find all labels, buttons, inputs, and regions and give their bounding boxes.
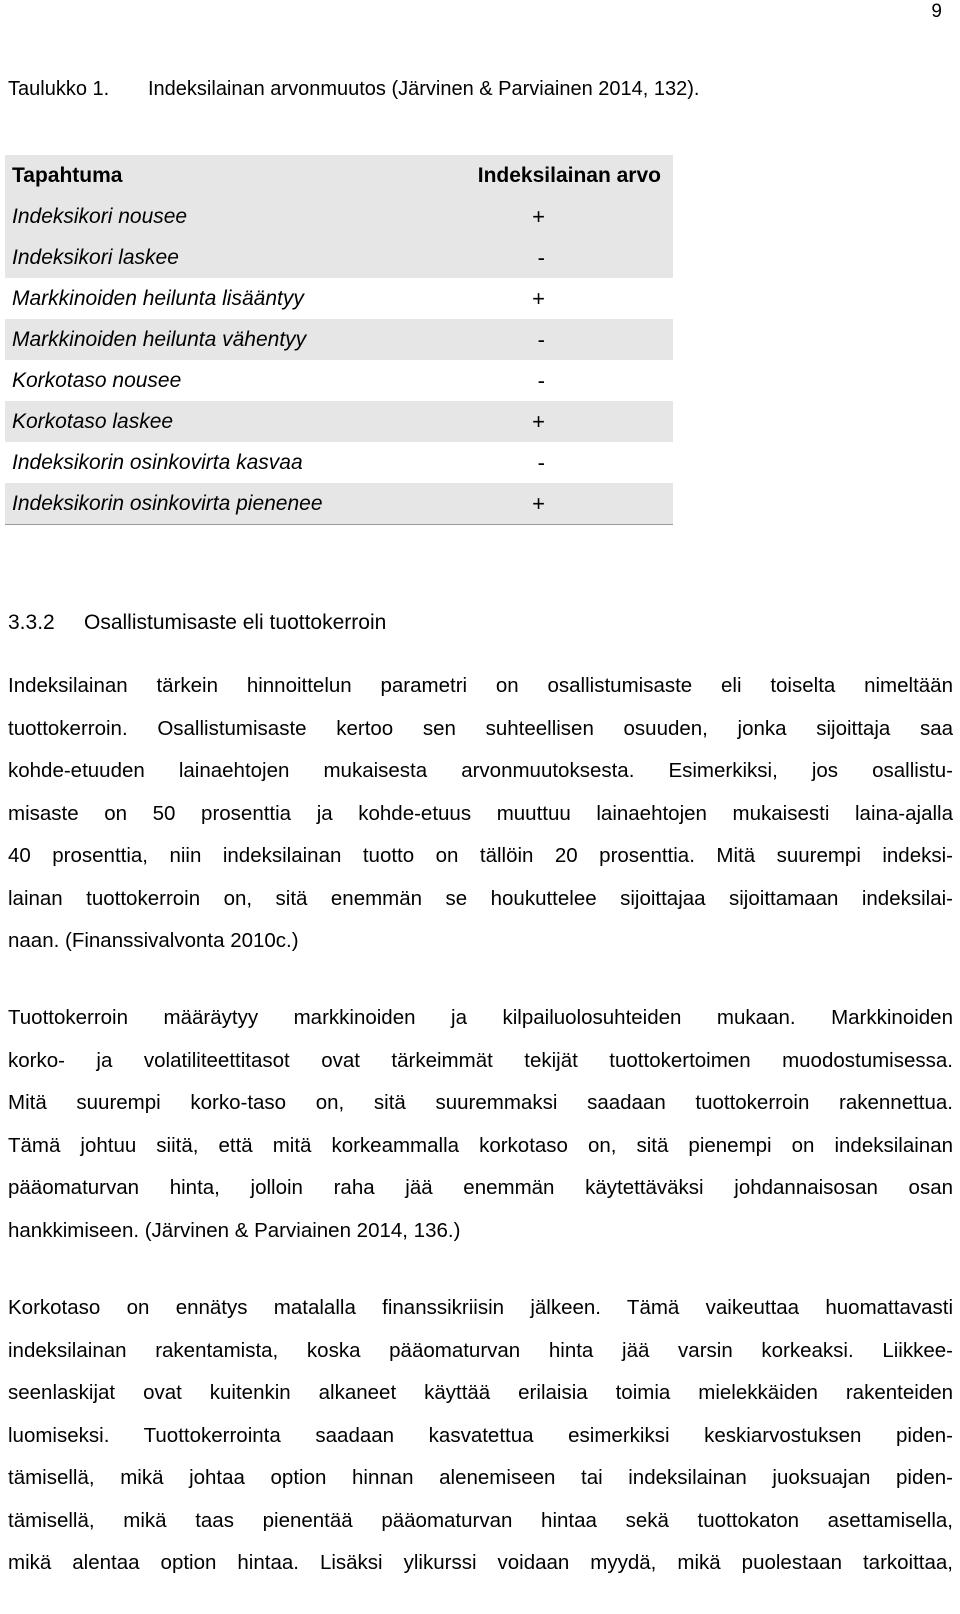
paragraph-line: Indeksilainan tärkein hinnoittelun parametri on osallistumisaste eli toiselta nimeltään — [8, 674, 953, 697]
table-header-value: Indeksilainan arvo — [413, 155, 673, 196]
table-row — [5, 401, 673, 442]
table-row — [5, 483, 673, 525]
paragraph-line: lainan tuottokerroin on, sitä enemmän se houkuttelee sijoittajaa sijoittamaan indeksilai- — [8, 886, 953, 910]
paragraph-line: korko- ja volatiliteettitasot ovat tärkeimmät tekijät tuottokertoimen muodostumisessa. — [8, 1048, 953, 1072]
paragraph-line: naan. (Finanssivalvonta 2010c.) — [8, 929, 299, 952]
paragraph-line: pääomaturvan hinta, jolloin raha jää enemmän käytettäväksi johdannaisosan osan — [8, 1176, 953, 1199]
table-cell-event: Indeksikori laskee — [5, 237, 413, 278]
table-row — [5, 319, 673, 360]
paragraph-line: Tämä johtuu siitä, että mitä korkeammalla korkotaso on, sitä pienempi on indeksilainan — [8, 1133, 953, 1157]
paragraph-line: mikä alentaa option hintaa. Lisäksi ylikurssi voidaan myydä, mikä puolestaan tarkoittaa, — [8, 1551, 953, 1574]
table-header-row — [5, 155, 673, 196]
paragraph-line: tämisellä, mikä johtaa option hinnan alenemiseen tai indeksilainan juoksuajan piden- — [8, 1466, 953, 1489]
table-header-event: Tapahtuma — [5, 155, 413, 196]
table-cell-value: - — [537, 367, 545, 393]
paragraph-line: hankkimiseen. (Järvinen & Parviainen 2014, 136.) — [8, 1218, 461, 1242]
table-row — [5, 360, 673, 401]
table-cell-event: Markkinoiden heilunta vähentyy — [5, 319, 413, 360]
paragraph-line: luomiseksi. Tuottokerrointa saadaan kasvatettua esimerkiksi keskiarvostuksen piden- — [8, 1423, 953, 1447]
paragraph-line: Mitä suurempi korko-taso on, sitä suuremmaksi saadaan tuottokerroin rakennettua. — [8, 1091, 953, 1114]
table-caption-text: Indeksilainan arvonmuutos (Järvinen & Parviainen 2014, 132). — [148, 78, 700, 100]
paragraph-line: 40 prosenttia, niin indeksilainan tuotto on tällöin 20 prosenttia. Mitä suurempi indeksi- — [8, 844, 953, 867]
table-cell-value: - — [413, 319, 673, 360]
page-number: 9 — [931, 1, 942, 22]
paragraph-line: tuottokerroin. Osallistumisaste kertoo sen suhteellisen osuuden, jonka sijoittaja saa — [8, 716, 953, 740]
table-cell-value: + — [413, 483, 673, 525]
paragraph-interest-level — [8, 1287, 953, 1585]
table-row — [5, 278, 673, 319]
paragraph-line: seenlaskijat ovat kuitenkin alkaneet käyttää erilaisia toimia mielekkäiden rakenteiden — [8, 1381, 953, 1404]
table-caption-label: Taulukko 1. — [8, 78, 110, 100]
paragraph-line: Korkotaso on ennätys matalalla finanssikriisin jälkeen. Tämä vaikeuttaa huomattavasti — [8, 1296, 953, 1319]
section-heading — [8, 610, 386, 636]
paragraph-line: indeksilainan rakentamista, koska pääomaturvan hinta jää varsin korkeaksi. Liikkee- — [8, 1338, 953, 1362]
section-title: Osallistumisaste eli tuottokerroin — [84, 611, 387, 634]
table-cell-event: Indeksikorin osinkovirta pienenee — [5, 483, 413, 525]
index-loan-value-table — [5, 155, 673, 525]
table-cell-event: Markkinoiden heilunta lisääntyy — [12, 286, 304, 310]
paragraph-participation-rate — [8, 665, 953, 963]
paragraph-line: Tuottokerroin määräytyy markkinoiden ja kilpailuolosuhteiden mukaan. Markkinoiden — [8, 1006, 953, 1029]
table-row — [5, 196, 673, 237]
table-cell-value: + — [532, 285, 545, 311]
section-number: 3.3.2 — [8, 611, 55, 634]
table-row — [5, 442, 673, 483]
paragraph-line: tämisellä, mikä taas pienentää pääomaturvan hintaa sekä tuottokaton asettamisella, — [8, 1508, 953, 1532]
paragraph-line: misaste on 50 prosenttia ja kohde-etuus muuttuu lainaehtojen mukaisesti laina-ajalla — [8, 801, 953, 825]
table-cell-value: - — [537, 449, 545, 475]
table-caption — [8, 76, 699, 102]
table-cell-event: Indeksikorin osinkovirta kasvaa — [12, 450, 303, 474]
table-cell-value: - — [413, 237, 673, 278]
table-row — [5, 237, 673, 278]
table-cell-event: Korkotaso laskee — [5, 401, 413, 442]
table-cell-event: Indeksikori nousee — [5, 196, 413, 237]
paragraph-yield-factor — [8, 997, 953, 1252]
paragraph-line: kohde-etuuden lainaehtojen mukaisesta arvonmuutoksesta. Esimerkiksi, jos osallistu- — [8, 759, 953, 782]
table-cell-value: + — [413, 401, 673, 442]
table-cell-event: Korkotaso nousee — [12, 368, 182, 392]
table-cell-value: + — [413, 196, 673, 237]
